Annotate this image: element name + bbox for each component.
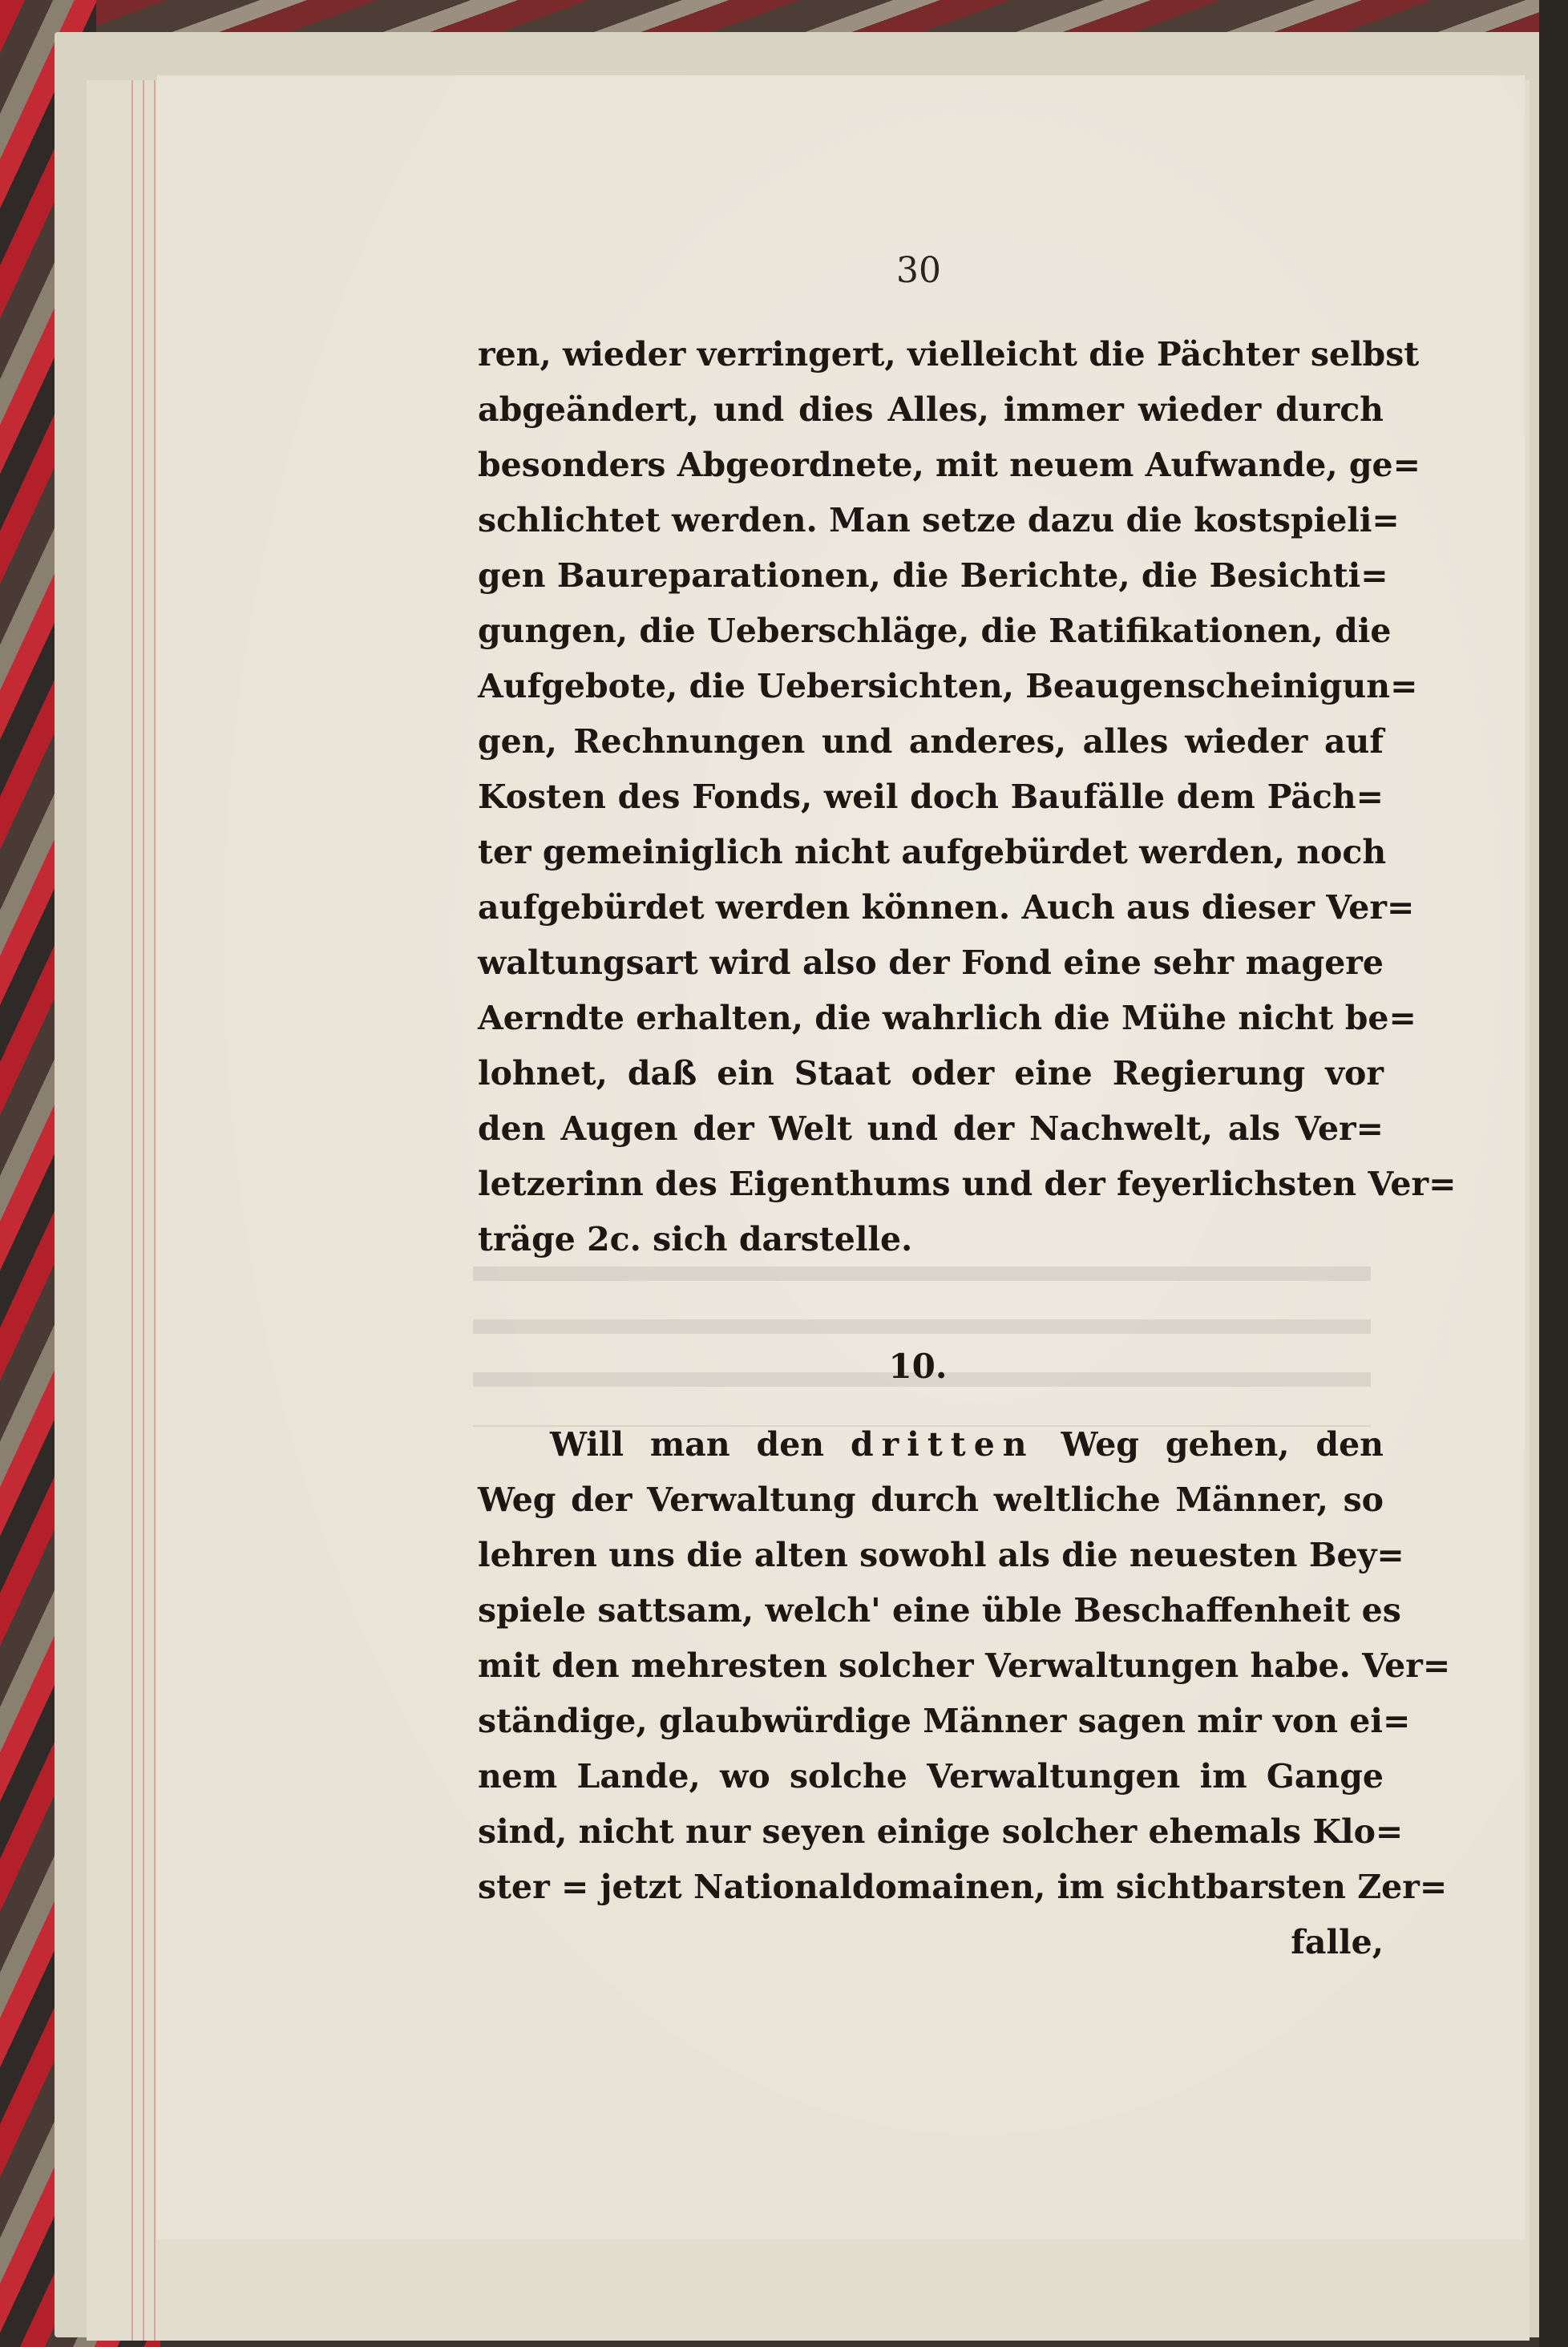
paragraph-1 [478,327,1457,1267]
text-fragment: Will man den [550,1425,825,1464]
text-line: träge 2c. sich darstelle. [478,1220,913,1258]
section-number: 10. [888,1347,948,1386]
text-line: Aerndte erhalten, die wahrlich die Mühe nicht be= [478,999,1416,1037]
text-line: nem Lande, wo solche Verwaltungen im Gange [478,1757,1384,1796]
emphasized-word: dritten [851,1425,1035,1464]
text-line: gen, Rechnungen und anderes, alles wieder auf [478,722,1384,761]
text-line: waltungsart wird also der Fond eine sehr magere [478,943,1384,982]
text-line: mit den mehresten solcher Verwaltungen habe. Ver= [478,1646,1451,1685]
page-edge-line [154,80,156,2341]
text-line: spiele sattsam, welch' eine üble Beschaffenheit es [478,1591,1401,1630]
text-line: Kosten des Fonds, weil doch Baufälle dem Päch= [478,778,1384,816]
text-line: ster = jetzt Nationaldomainen, im sichtbarsten Zer= [478,1868,1448,1906]
text-line: ter gemeiniglich nicht aufgebürdet werden, noch [478,833,1387,871]
text-line: sind, nicht nur seyen einige solcher ehemals Klo= [478,1812,1404,1851]
text-line: den Augen der Welt und der Nachwelt, als Ver= [478,1109,1384,1148]
page-number: 30 [896,250,941,291]
page-edge-line [143,80,144,2341]
text-line: letzerinn des Eigenthums und der feyerlichsten Ver= [478,1165,1457,1203]
text-line: lohnet, daß ein Staat oder eine Regierung vor [478,1054,1384,1093]
text-line: ren, wieder verringert, vielleicht die Pächter selbst [478,335,1420,374]
text-line: ständige, glaubwürdige Männer sagen mir von ei= [478,1702,1411,1740]
text-line: abgeändert, und dies Alles, immer wieder durch [478,390,1384,429]
text-line: gungen, die Ueberschläge, die Ratifikationen, die [478,612,1392,650]
text-line: Aufgebote, die Uebersichten, Beaugenscheinigun= [478,667,1418,705]
right-shadow-edge [1539,0,1568,2347]
page-edge-line [131,80,133,2341]
paragraph-2 [478,1417,1451,1970]
text-line: schlichtet werden. Man setze dazu die kostspieli= [478,501,1400,539]
text-line: aufgebürdet werden können. Auch aus dieser Ver= [478,888,1415,927]
text-line: lehren uns die alten sowohl als die neuesten Bey= [478,1536,1404,1574]
catchword: falle, [1291,1923,1384,1961]
text-line: Weg der Verwaltung durch weltliche Männer, so [478,1481,1384,1519]
text-fragment: Weg gehen, den [1061,1425,1384,1464]
text-line: gen Baureparationen, die Berichte, die Besichti= [478,556,1388,595]
text-line-first [478,1417,1384,1472]
text-line: besonders Abgeordnete, mit neuem Aufwande, ge= [478,446,1420,484]
